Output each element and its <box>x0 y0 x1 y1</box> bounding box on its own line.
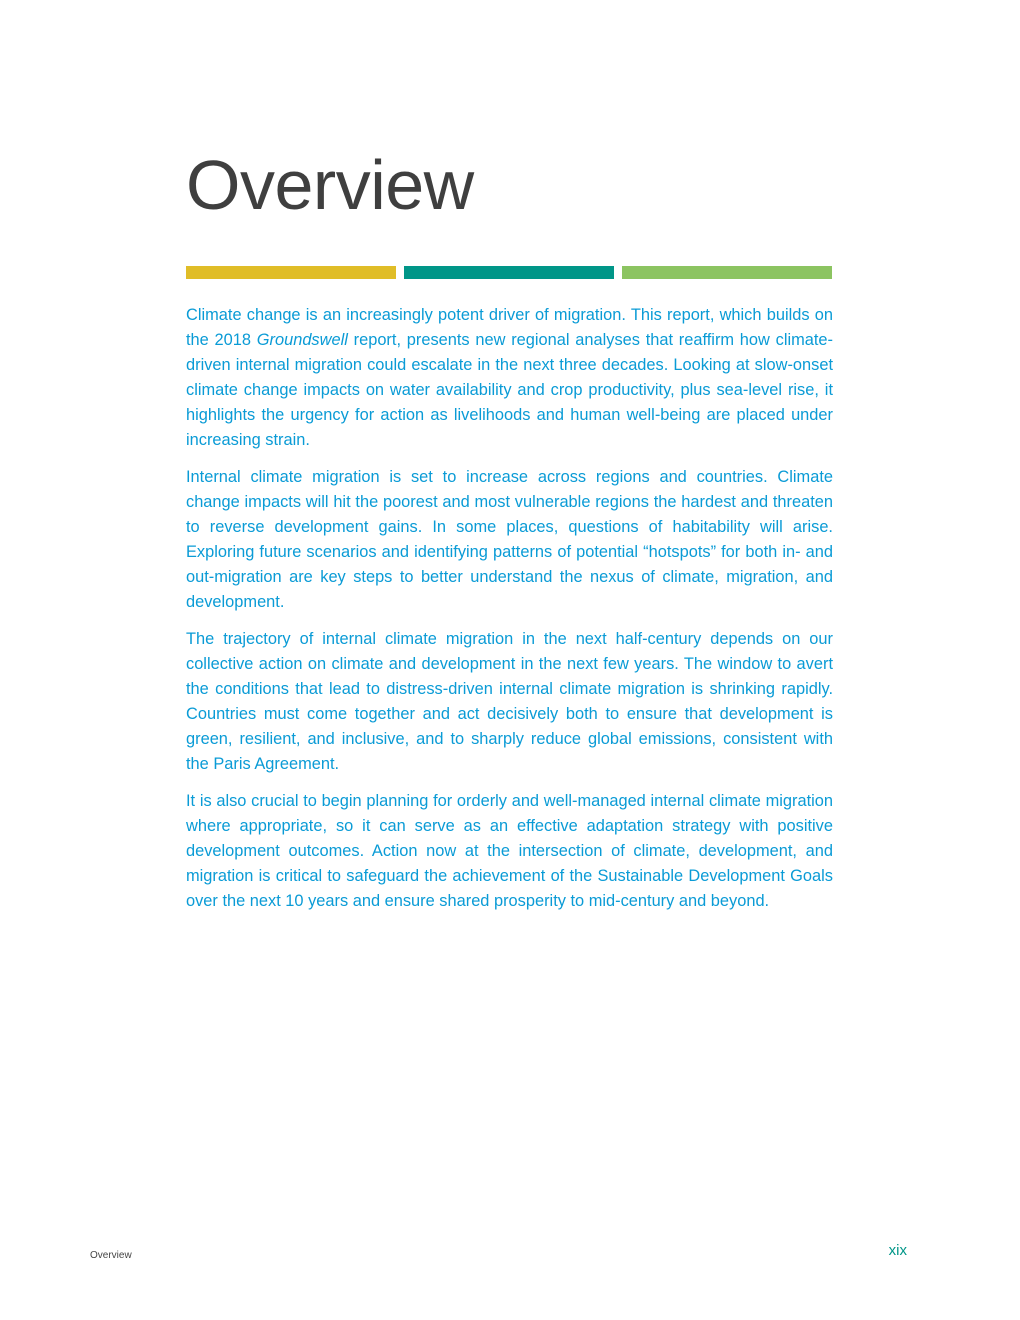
paragraph-1-rest: report, presents new regional analyses that reaffirm how climate-driven internal migration could escalate in the next three decades. Looking at slow-onset climate change impacts on water availability and crop productivity, plus sea-level rise, it highlights the urgency for action as livelihoods and human well-being are placed under increasing strain. <box>186 331 834 449</box>
paragraph-4: It is also crucial to begin planning for orderly and well-managed internal climate migration where appropriate, so it can serve as an effective adaptation strategy with positive development outcomes. Action now at the intersection of climate, development, and migration is critical to safeguard the achievement of the Sustainable Development Goals over the next 10 years and ensure shared prosperity to mid-century and beyond. <box>186 792 833 910</box>
report-title-groundswell: Groundswell <box>256 331 348 349</box>
accent-bar-teal <box>404 266 614 279</box>
paragraph-1-lead: Climate change is an increasingly potent driver of migration. This report, which builds on the 2018 <box>186 306 833 349</box>
footer-section-label: Overview <box>90 1250 132 1261</box>
page-number: xix <box>888 1242 907 1259</box>
page-title: Overview <box>186 146 474 224</box>
accent-bars <box>186 266 832 279</box>
accent-bar-yellow <box>186 266 396 279</box>
body-text <box>186 303 833 926</box>
paragraph-2: Internal climate migration is set to increase across regions and countries. Climate change impacts will hit the poorest and most vulnerable regions the hardest and threaten to reverse development gains. In some places, questions of habitability will arise. Exploring future scenarios and identifying patterns of potential “hotspots” for both in- and out-migration are key steps to better understand the nexus of climate, migration, and development. <box>186 468 833 611</box>
accent-bar-green <box>622 266 832 279</box>
paragraph-3: The trajectory of internal climate migration in the next half-century depends on our collective action on climate and development in the next few years. The window to avert the conditions that lead to distress-driven internal climate migration is shrinking rapidly. Countries must come together and act decisively both to ensure that development is green, resilient, and inclusive, and to sharply reduce global emissions, consistent with the Paris Agreement. <box>186 630 833 773</box>
paragraph-1 <box>186 303 833 453</box>
